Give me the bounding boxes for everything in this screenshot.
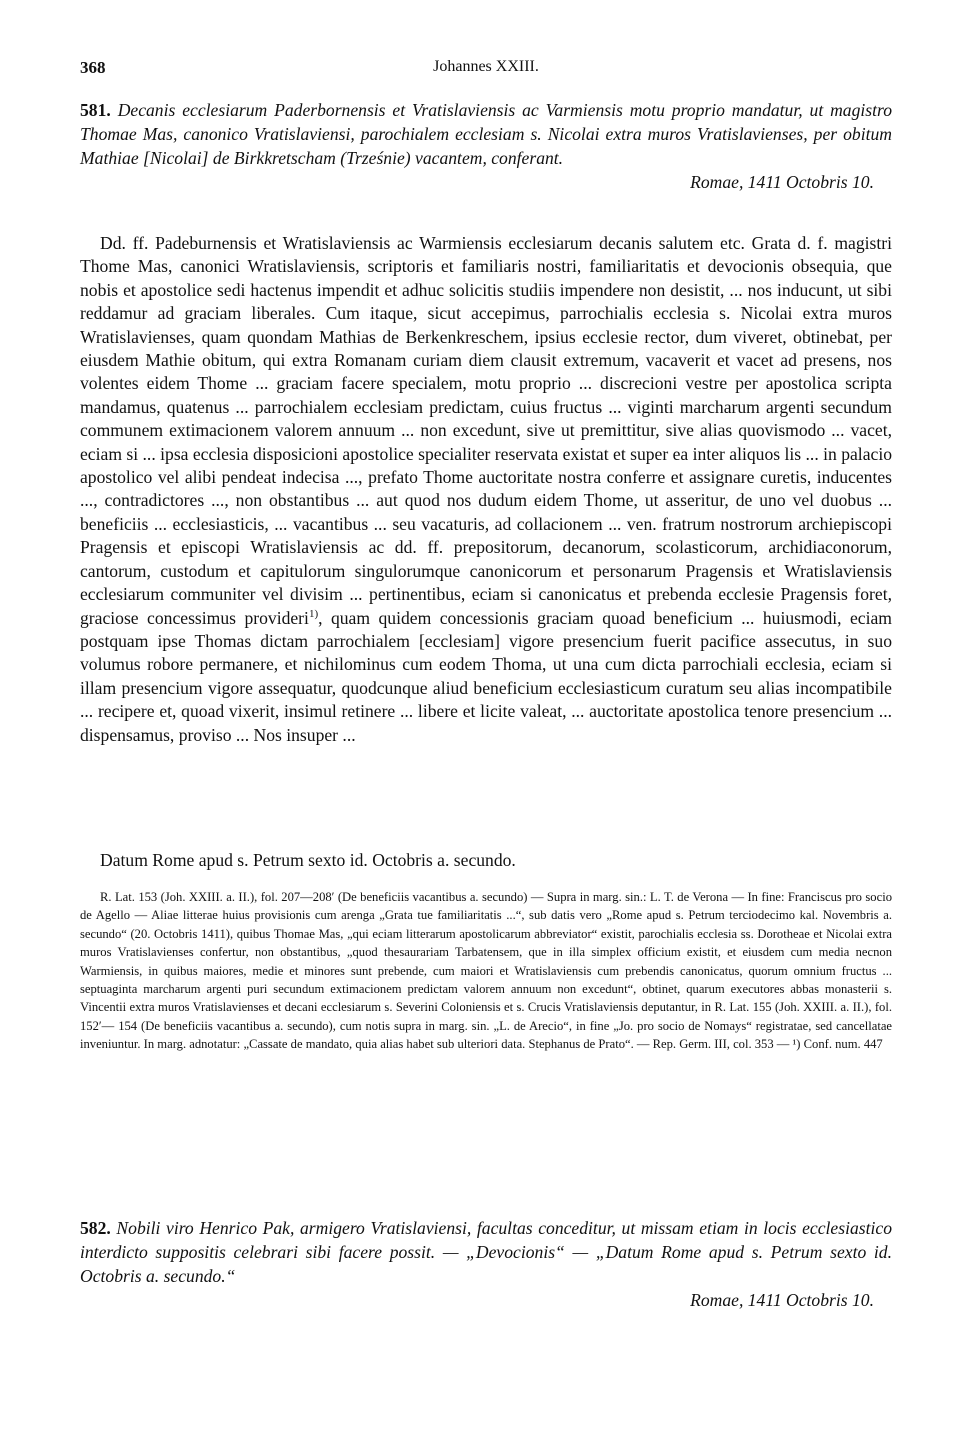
entry-581-datum: Datum Rome apud s. Petrum sexto id. Octobris a. secundo. [100,850,516,870]
entry-581-summary [80,98,892,170]
entry-581-body [80,232,892,747]
entry-581-text-part2: , quam quidem concessionis graciam quoad beneficium ... huiusmodi, eciam postquam ipse Thomas dictam parrochialem [ecclesiam] vigore presencium fuerit pacifice assecutus, in suo volumus robore permanere, et nichilominus cum eodem Thoma, ut una cum dicta parrochiali ecclesia, eciam si illam presencium vigore assequatur, quodcunque aliud beneficium ecclesiasticum curatum seu alias incompatibile ... recipere et, quoad vixerit, insimul retinere ... libere et licite valeat, ... auctoritate apostolica tenore presencium ... dispensamus, proviso ... Nos insuper ... [80,607,892,745]
running-head [80,58,892,82]
entry-581-dateline: Romae, 1411 Octobris 10. [690,172,874,192]
entry-581-heading [80,98,892,194]
apparatus-text: R. Lat. 153 (Joh. XXIII. a. II.), fol. 207—208′ (De beneficiis vacantibus a. secundo) — Supra in marg. sin.: L. T. de Verona — In fine: Franciscus pro socio de Agello — Aliae litterae huius provisionis cum arenga „Grata tue familiaritatis ...“, sub datis vero „Rome apud s. Petrum terciodecimo kal. Novembris a. secundo“ (20. Octobris 1411), quibus Thomae Mas, „qui eciam litterarum apostolicarum abbreviator“ existit, parochialis ecclesia ss. Dorotheae et Nicolai extra muros Vratislavienses confertur, non obstantibus, „quod thesaurariam Tarbatensem, que in illa simplex officium existit, et eiusdem cum media necnon Warmiensis, in quibus maiores, medie et minores sunt prebende, cum maiori et Wratislaviensis cum prebendis canonicatus, quorum omnium fructus ... septuaginta marcharum argenti puri secundum extimacionem predictam valorem annuum non excedunt“, obtinet, quarum executores abbas monasterii s. Vincentii extra muros Vratislavienses et decani ecclesiarum s. Severini Coloniensis et s. Crucis Vratislaviensis deputantur, in R. Lat. 155 (Joh. XXIII. a. II.), fol. 152′— 154 (De beneficiis vacantibus a. secundo), cum notis supra in marg. sin. „L. de Arecio“, in fine „Jo. pro socio de Nomays“ registratae, sed cancellatae inveniuntur. In marg. adnotatur: „Cassate de mandato, quia alias habet sub ulteriori data. Stephanus de Prato“. — Rep. Germ. III, col. 353 — ¹) Conf. num. 447 [80,890,892,1052]
entry-581-apparatus [80,888,892,1054]
entry-582-summary-text: Nobili viro Henrico Pak, armigero Vratislaviensi, facultas conceditur, ut missam etiam in locis ecclesiastico interdicto suppositis celebrari sibi facere possit. — „Devocionis“ — „Datum Rome apud s. Petrum sexto id. Octobris a. secundo.“ [80,1218,892,1286]
page-number: 368 [80,58,106,77]
running-title: Johannes XXIII. [433,58,539,75]
entry-581-number: 581. [80,100,111,120]
entry-581-paragraph [80,232,892,747]
entry-582-summary [80,1216,892,1288]
entry-581-summary-text: Decanis ecclesiarum Paderbornensis et Vratislaviensis ac Varmiensis motu proprio mandatur, ut magistro Thomae Mas, canonico Vratislaviensi, parochialem ecclesiam s. Nicolai extra muros Vratislavienses, per obitum Mathiae [Nicolai] de Birkkretscham (Trześnie) vacantem, conferant. [80,100,892,168]
entry-582 [80,1216,892,1312]
entry-582-number: 582. [80,1218,111,1238]
footnote-marker: 1) [308,607,319,620]
entry-581-text-part1: Dd. ff. Padeburnensis et Wratislaviensis ac Warmiensis ecclesiarum decanis salutem etc. Grata d. f. magistri Thome Mas, canonici Wratislaviensis, scriptoris et familiaris nostri, familiaritatis et devocionis obsequia, que nobis et apostolice sedi hactenus impendit et adhuc solicitis studiis impendere non desistit, ... nos inducunt, ut sibi reddamur ad graciam liberales. Cum itaque, sicut accepimus, parrochialis ecclesia s. Nicolai extra muros Wratislavienses, quam quondam Mathias de Berkenkreschem, ipsius ecclesie rector, dum viveret, obtinebat, per eiusdem Mathie obitum, qui extra Romanam curiam diem clausit extremum, vacaverit et vacet ad presens, nos volentes eidem Thome ... graciam facere specialem, motu proprio ... discrecioni vestre per apostolica scripta mandamus, quatenus ... parrochialem ecclesiam predictam, cuius fructus ... viginti marcharum argenti secundum communem extimacionem valorem annuum ... non excedunt, sive ut premittitur, sive alias quovismodo ... vacet, eciam si ... ipsa ecclesia disposicioni apostolice specialiter reservata existat et super ea inter aliquos lis ... in palacio apostolico vel alibi pendeat indecisa ..., prefato Thome auctoritate nostra conferre et assignare curetis, inducentes ..., contradictores ..., non obstantibus ... aut quod nos dudum eidem Thome, ut asseritur, de uno vel duobus ... beneficiis ... ecclesiasticis, ... vacantibus ... seu vacaturis, ad collacionem ... ven. fratrum nostrorum archiepiscopi Pragensis et episcopi Wratislaviensis ac dd. ff. prepositorum, decanorum, scolasticorum, archidiaconorum, cantorum, custodum et capitulorum singulorumque canonicorum et personarum Pragensis et Wratislaviensis ecclesiarum communiter vel divisim ... pertinentibus, eciam si canonicatus et prebenda ecclesie Pragensis foret, graciose concessimus provideri [80,233,892,628]
entry-582-dateline: Romae, 1411 Octobris 10. [690,1290,874,1310]
